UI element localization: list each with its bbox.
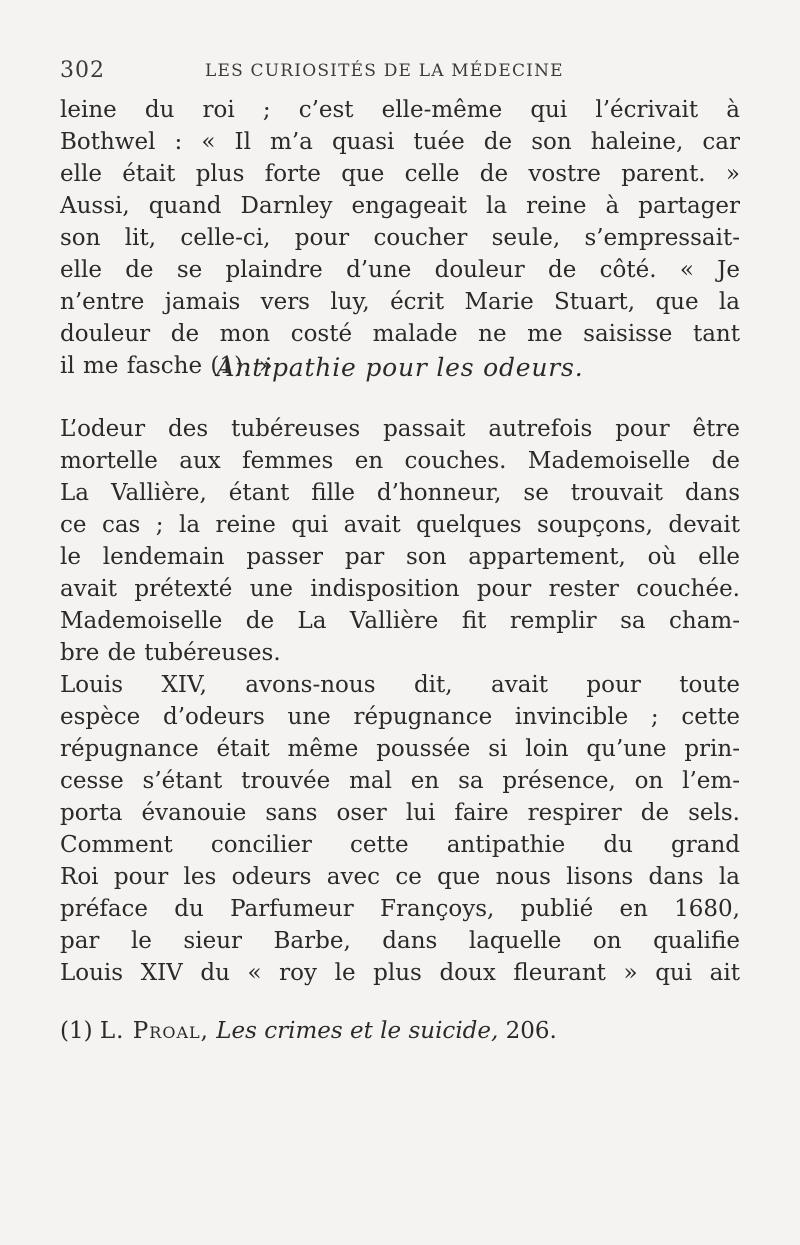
paragraph-louis-xiv xyxy=(60,669,740,989)
text-line: Bothwel : « Il m’a quasi tuée de son haleine, car xyxy=(60,129,740,155)
footnote-marker: (1) xyxy=(60,1018,93,1044)
text-line: cesse s’étant trouvée mal en sa présence, on l’em- xyxy=(60,768,740,794)
text-line: ce cas ; la reine qui avait quelques soupçons, devait xyxy=(60,512,740,538)
page-number: 302 xyxy=(60,58,105,83)
paragraph-continued xyxy=(60,94,740,382)
text-line: par le sieur Barbe, dans laquelle on qualifie xyxy=(60,928,740,954)
text-line: avait prétexté une indisposition pour rester couchée. xyxy=(60,576,740,602)
text-line: Mademoiselle de La Vallière fit remplir sa cham- xyxy=(60,608,740,634)
text-line: le lendemain passer par son appartement, où elle xyxy=(60,544,740,570)
running-head xyxy=(60,58,740,88)
paragraph-tuberoses xyxy=(60,413,740,989)
running-title: LES CURIOSITÉS DE LA MÉDECINE xyxy=(205,61,564,81)
text-line: elle était plus forte que celle de vostre parent. » xyxy=(60,161,740,187)
text-line: porta évanouie sans oser lui faire respirer de sels. xyxy=(60,800,740,826)
footnote-page: 206. xyxy=(505,1018,557,1044)
text-line: espèce d’odeurs une répugnance invincible ; cette xyxy=(60,704,740,730)
footnote xyxy=(60,1015,740,1047)
text-line: elle de se plaindre d’une douleur de côté. « Je xyxy=(60,257,740,283)
text-line: La Vallière, étant fille d’honneur, se trouvait dans xyxy=(60,480,740,506)
section-heading: Antipathie pour les odeurs. xyxy=(216,353,584,382)
text-line: douleur de mon costé malade ne me saisisse tant xyxy=(60,321,740,347)
text-line: n’entre jamais vers luy, écrit Marie Stuart, que la xyxy=(60,289,740,315)
text-line: son lit, celle-ci, pour coucher seule, s’empressait- xyxy=(60,225,740,251)
footnote-title: Les crimes et le suicide, xyxy=(216,1018,499,1044)
text-line: préface du Parfumeur Françoys, publié en 1680, xyxy=(60,896,740,922)
text-line: bre de tubéreuses. xyxy=(60,640,281,666)
text-line: L’odeur des tubéreuses passait autrefois pour être xyxy=(60,416,740,442)
text-line: mortelle aux femmes en couches. Mademoiselle de xyxy=(60,448,740,474)
text-line: leine du roi ; c’est elle-même qui l’écrivait à xyxy=(60,97,740,123)
text-line: Aussi, quand Darnley engageait la reine à partager xyxy=(60,193,740,219)
text-line: Roi pour les odeurs avec ce que nous lisons dans la xyxy=(60,864,740,890)
text-line: Louis XIV du « roy le plus doux fleurant » qui ait xyxy=(60,960,740,986)
text-line: répugnance était même poussée si loin qu’une prin- xyxy=(60,736,740,762)
footnote-author: L. Proal, xyxy=(99,1018,209,1044)
text-line: il me fasche (1). » xyxy=(60,353,273,379)
text-line: Comment concilier cette antipathie du grand xyxy=(60,832,740,858)
text-line: Louis XIV, avons-nous dit, avait pour toute xyxy=(60,672,740,698)
